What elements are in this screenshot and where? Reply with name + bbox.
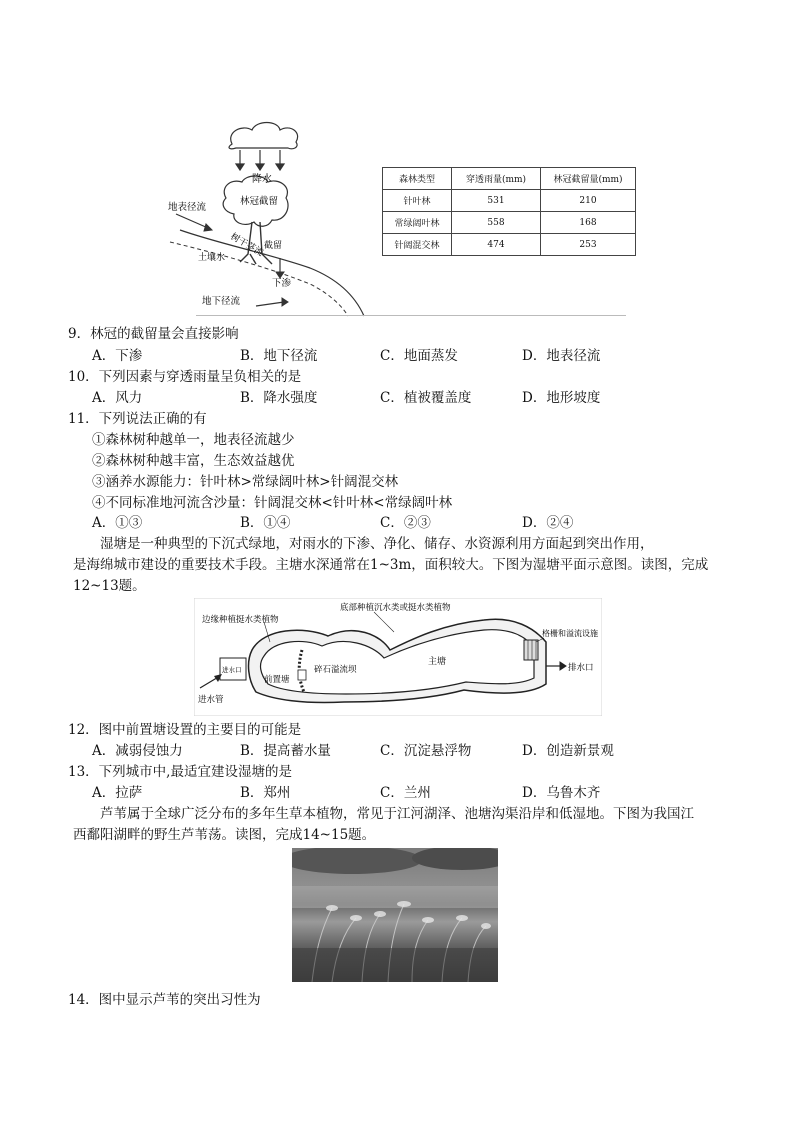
precip-label: 降水 bbox=[252, 174, 272, 185]
forest-table-wrap bbox=[382, 167, 636, 256]
canopy-label: 林冠截留 bbox=[240, 196, 279, 207]
groundwater-arrow bbox=[256, 298, 288, 306]
q11-stem: 11．下列说法正确的有 bbox=[68, 411, 207, 427]
table-cell: 针叶林 bbox=[383, 190, 452, 212]
q12-option-a[interactable]: A．减弱侵蚀力 bbox=[92, 743, 183, 759]
infiltration-arrow bbox=[276, 258, 284, 278]
q13-option-b[interactable]: B．郑州 bbox=[240, 785, 291, 801]
q10-option-d[interactable]: D．地形坡度 bbox=[522, 390, 601, 406]
table-row bbox=[383, 212, 636, 234]
q13-option-c[interactable]: C．兰州 bbox=[380, 785, 431, 801]
q12-option-b[interactable]: B．提高蓄水量 bbox=[240, 743, 331, 759]
table-cell: 168 bbox=[541, 212, 636, 234]
table-header-cell: 林冠截留量(mm) bbox=[541, 168, 636, 190]
table-cell: 针阔混交林 bbox=[383, 234, 452, 256]
surface-runoff-arrow bbox=[176, 214, 212, 231]
q11-option-d[interactable]: D．②④ bbox=[522, 515, 574, 531]
passage1-line: 12~13题。 bbox=[73, 578, 146, 594]
table-cell: 474 bbox=[452, 234, 541, 256]
table-row bbox=[383, 190, 636, 212]
figure-divider bbox=[196, 315, 626, 316]
bottom-plants-label: 底部种植沉水类或挺水类植物 bbox=[340, 603, 451, 613]
soil-water-label: 土壤水 bbox=[198, 253, 226, 263]
wetland-pond-diagram bbox=[194, 598, 602, 716]
table-cell: 558 bbox=[452, 212, 541, 234]
passage1-line: 是海绵城市建设的重要技术手段。主塘水深通常在1~3m，面积较大。下图为湿塘平面示意图。读图，完成 bbox=[73, 557, 709, 573]
rain-arrows bbox=[236, 150, 284, 170]
infiltration-label: 下渗 bbox=[272, 278, 292, 289]
groundwater-label: 地下径流 bbox=[202, 296, 241, 307]
q14-stem: 14．图中显示芦苇的突出习性为 bbox=[68, 992, 261, 1008]
q10-option-a[interactable]: A．风力 bbox=[92, 390, 143, 406]
passage1-line: 湿塘是一种典型的下沉式绿地，对雨水的下渗、净化、储存、水资源利用方面起到突出作用， bbox=[100, 536, 654, 552]
q11-item: ①森林树种越单一，地表径流越少 bbox=[92, 432, 295, 448]
q9-option-a[interactable]: A．下渗 bbox=[92, 348, 143, 364]
q9-option-d[interactable]: D．地表径流 bbox=[522, 348, 601, 364]
q11-option-b[interactable]: B．①④ bbox=[240, 515, 291, 531]
stem-flow-label: 树干茎流 bbox=[228, 231, 265, 259]
q9-stem: 9．林冠的截留量会直接影响 bbox=[68, 326, 239, 342]
grid-overflow-label: 格栅和溢流设施 bbox=[542, 629, 598, 638]
main-pond-label: 主塘 bbox=[428, 657, 447, 667]
table-cell: 253 bbox=[541, 234, 636, 256]
forest-water-diagram bbox=[160, 118, 390, 318]
surface-runoff-label: 地表径流 bbox=[168, 202, 207, 213]
cloud-icon bbox=[229, 123, 298, 149]
gravel-dam-label: 碎石溢流坝 bbox=[314, 665, 357, 675]
q11-option-a[interactable]: A．①③ bbox=[92, 515, 143, 531]
front-grid bbox=[298, 670, 306, 680]
forest-table bbox=[382, 167, 636, 256]
q11-item: ③涵养水源能力：针叶林>常绿阔叶林>针阔混交林 bbox=[92, 474, 399, 490]
q12-option-d[interactable]: D．创造新景观 bbox=[522, 743, 614, 759]
table-header-cell: 森林类型 bbox=[383, 168, 452, 190]
q11-option-c[interactable]: C．②③ bbox=[380, 515, 431, 531]
inlet-box-label: 进水口 bbox=[222, 666, 242, 674]
q10-stem: 10．下列因素与穿透雨量呈负相关的是 bbox=[68, 369, 302, 385]
table-cell: 常绿阔叶林 bbox=[383, 212, 452, 234]
q13-stem: 13．下列城市中,最适宜建设湿塘的是 bbox=[68, 764, 292, 780]
q9-option-b[interactable]: B．地下径流 bbox=[240, 348, 318, 364]
table-cell: 531 bbox=[452, 190, 541, 212]
passage2-line: 西鄱阳湖畔的野生芦苇荡。读图，完成14~15题。 bbox=[73, 827, 376, 843]
table-row bbox=[383, 234, 636, 256]
q13-option-a[interactable]: A．拉萨 bbox=[92, 785, 143, 801]
intercept-label: 截留 bbox=[264, 241, 283, 251]
reed-photo-art bbox=[292, 848, 498, 982]
q10-option-c[interactable]: C．植被覆盖度 bbox=[380, 390, 472, 406]
inlet-pipe-label: 进水管 bbox=[198, 695, 224, 705]
edge-plants-label: 边缘种植挺水类植物 bbox=[202, 615, 279, 625]
q13-option-d[interactable]: D．乌鲁木齐 bbox=[522, 785, 601, 801]
table-header-row bbox=[383, 168, 636, 190]
q11-item: ④不同标准地河流含沙量：针阔混交林<针叶林<常绿阔叶林 bbox=[92, 495, 453, 511]
q12-stem: 12．图中前置塘设置的主要目的可能是 bbox=[68, 722, 302, 738]
front-pond-label: 前置塘 bbox=[264, 675, 290, 685]
reed-photo bbox=[292, 848, 498, 982]
q10-option-b[interactable]: B．降水强度 bbox=[240, 390, 318, 406]
q9-option-c[interactable]: C．地面蒸发 bbox=[380, 348, 458, 364]
q12-option-c[interactable]: C．沉淀悬浮物 bbox=[380, 743, 472, 759]
table-header-cell: 穿透雨量(mm) bbox=[452, 168, 541, 190]
outlet-label: 排水口 bbox=[568, 663, 594, 673]
table-cell: 210 bbox=[541, 190, 636, 212]
q11-item: ②森林树种越丰富，生态效益越优 bbox=[92, 453, 295, 469]
passage2-line: 芦苇属于全球广泛分布的多年生草本植物，常见于江河湖泽、池塘沟渠沿岸和低湿地。下图为我国江 bbox=[100, 806, 694, 822]
